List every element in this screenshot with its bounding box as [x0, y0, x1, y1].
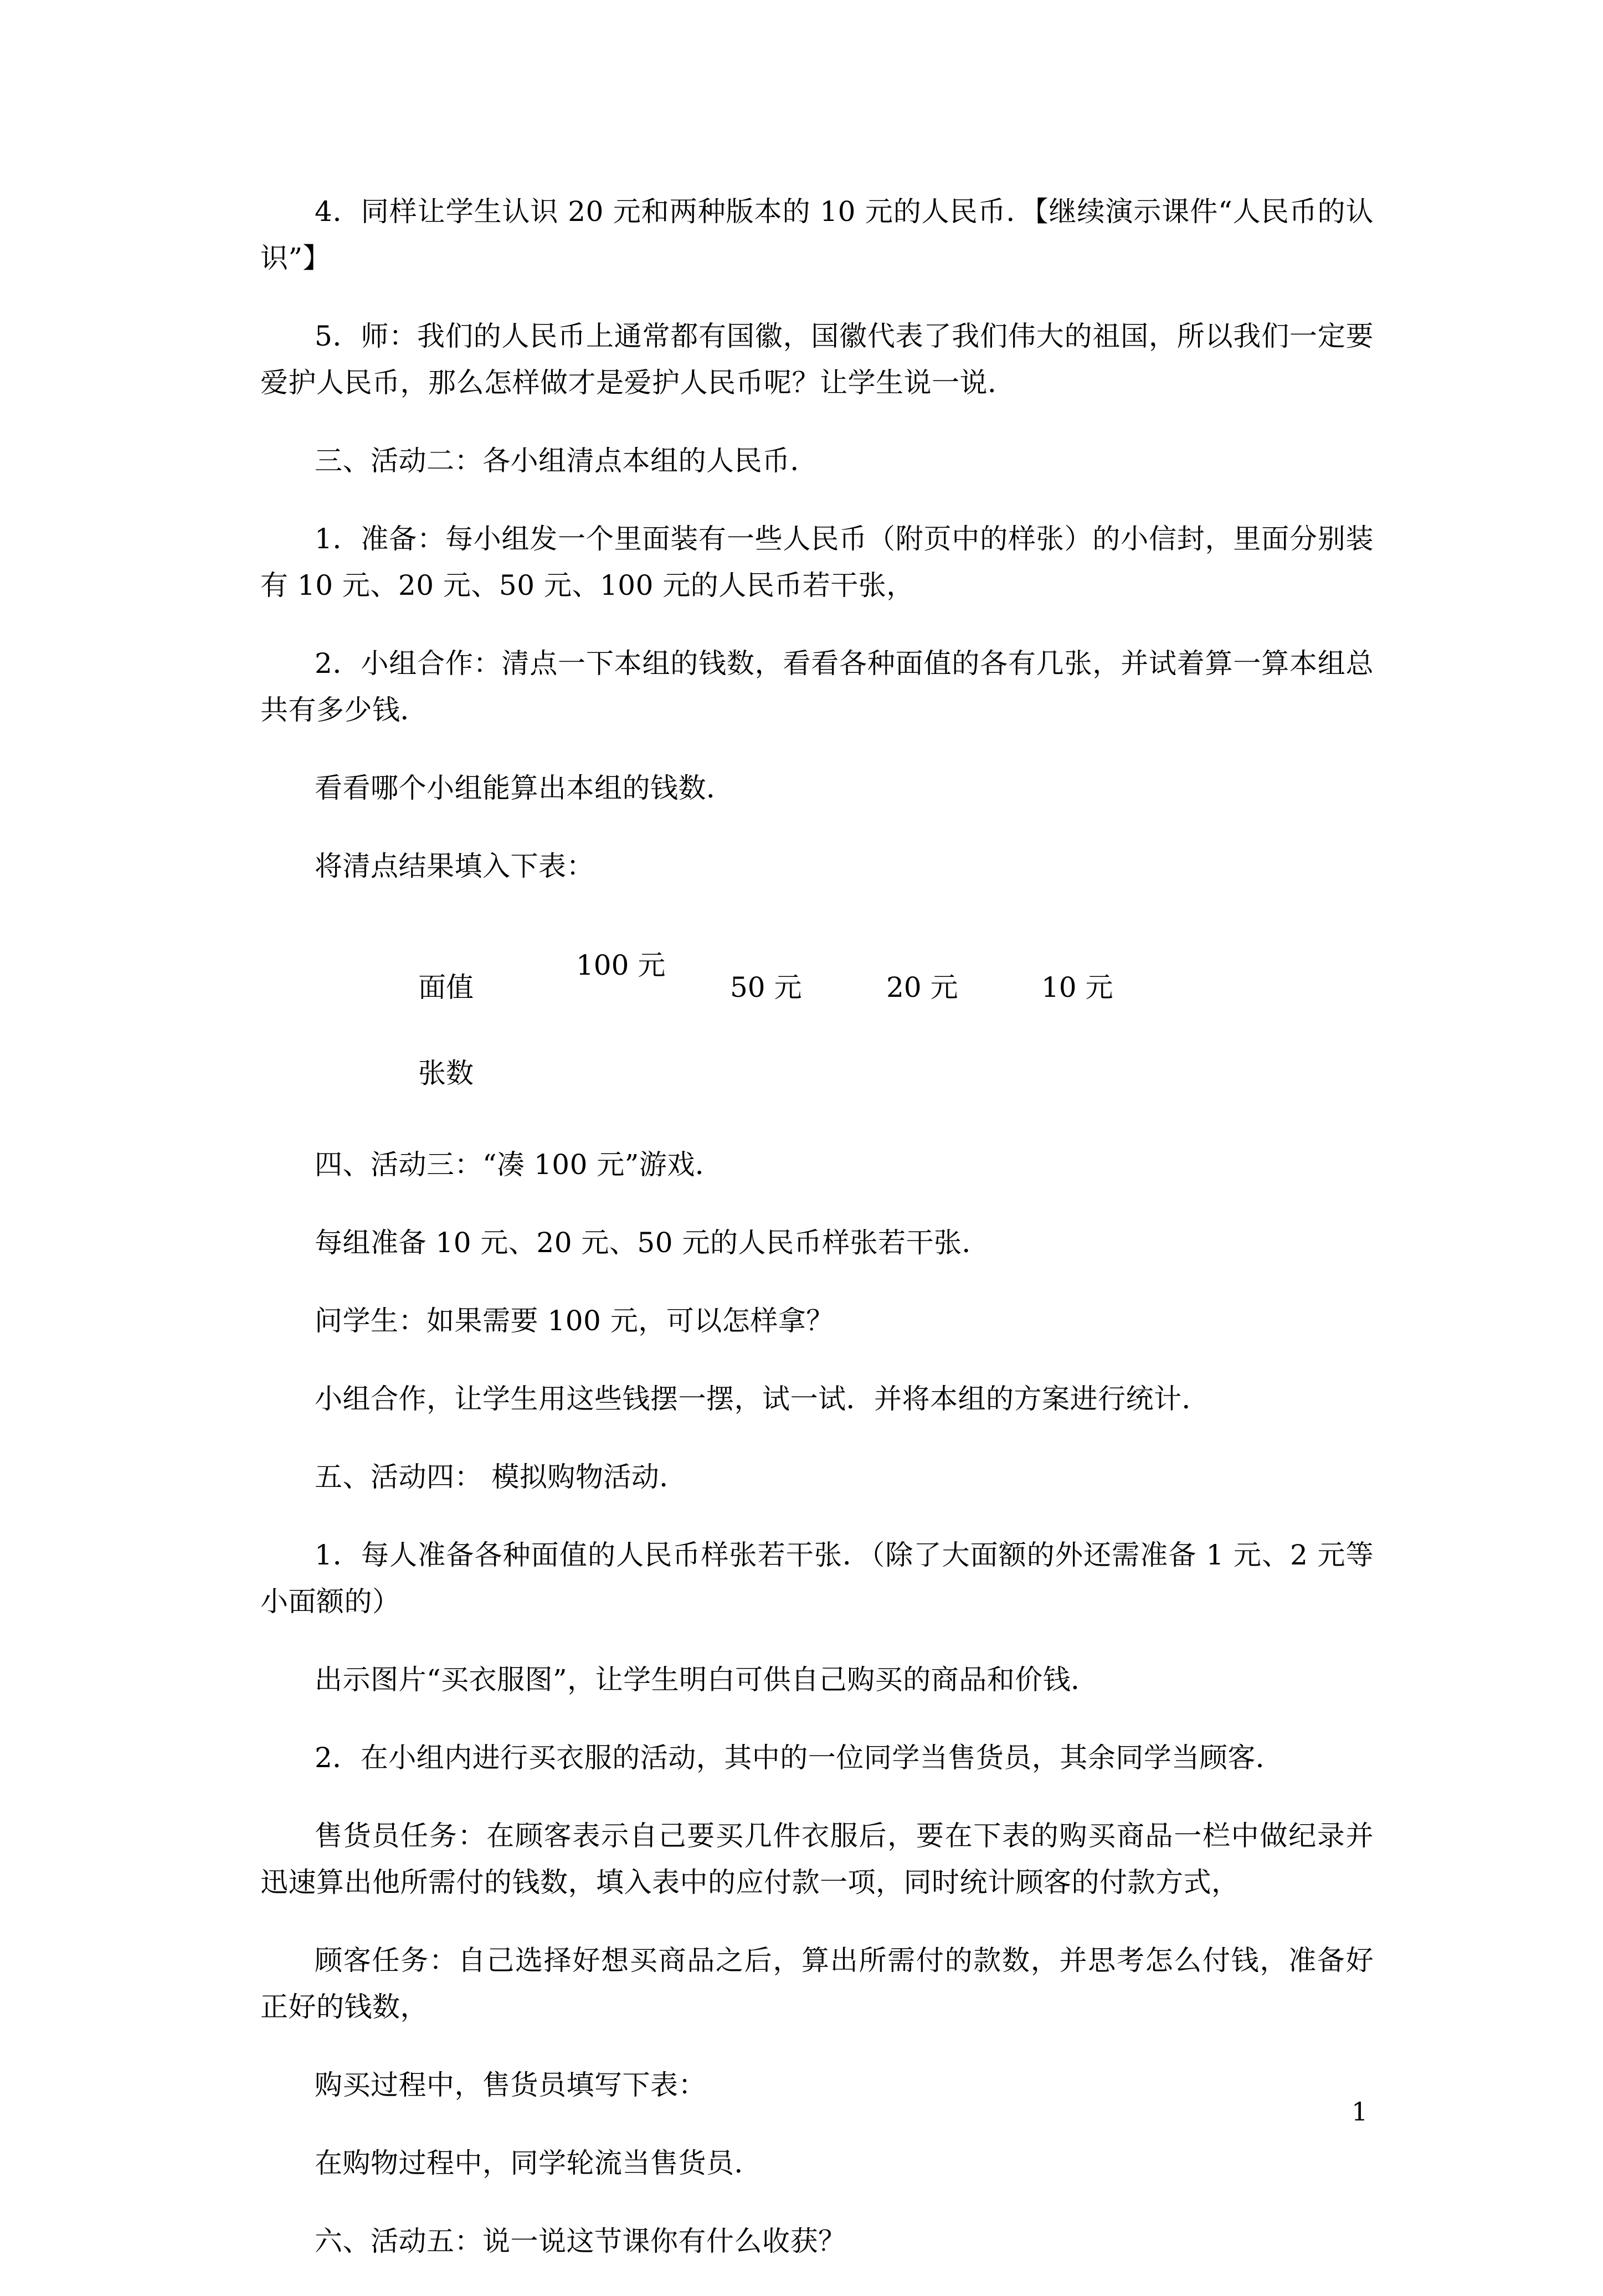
paragraph-show-picture: 出示图片“买衣服图”，让学生明白可供自己购买的商品和价钱．: [315, 1664, 1099, 1696]
paragraph-shopping-activity: 2．在小组内进行买衣服的活动，其中的一位同学当售货员，其余同学当顾客．: [315, 1742, 1284, 1774]
document-body: [260, 188, 1374, 2296]
paragraph-group-try: 小组合作，让学生用这些钱摆一摆，试一试．并将本组的方案进行统计．: [315, 1383, 1210, 1415]
paragraph-each-prepare-notes: 1．每人准备各种面值的人民币样张若干张．（除了大面额的外还需准备 1 元、2 元等小面额的）: [260, 1539, 1374, 1618]
paragraph-group-cooperation: 2．小组合作：清点一下本组的钱数，看看各种面值的各有几张，并试着算一算本组总共有多少钱．: [260, 647, 1374, 726]
paragraph-item-5: 5．师：我们的人民币上通常都有国徽，国徽代表了我们伟大的祖国，所以我们一定要爱护人民币，那么怎样做才是爱护人民币呢？让学生说一说．: [260, 320, 1374, 399]
section-heading-activity-4: 五、活动四： 模拟购物活动．: [315, 1461, 687, 1493]
section-heading-activity-5: 六、活动五：说一说这节课你有什么收获？: [315, 2225, 846, 2257]
paragraph-item-4: 4．同样让学生认识 20 元和两种版本的 10 元的人民币．【继续演示课件“人民币的认识”】: [260, 195, 1374, 274]
paragraph-fill-form: 购买过程中，售货员填写下表：: [315, 2069, 706, 2101]
section-heading-activity-3: 四、活动三：“凑 100 元”游戏．: [315, 1149, 723, 1181]
paragraph-ask-students: 问学生：如果需要 100 元，可以怎样拿？: [315, 1305, 834, 1337]
paragraph-each-group-prepare: 每组准备 10 元、20 元、50 元的人民币样张若干张．: [315, 1227, 990, 1259]
paragraph-see-which-group: 看看哪个小组能算出本组的钱数．: [315, 772, 734, 804]
page-number: 1: [1352, 2097, 1368, 2127]
section-heading-activity-2: 三、活动二：各小组清点本组的人民币．: [315, 445, 818, 477]
paragraph-take-turns: 在购物过程中，同学轮流当售货员．: [315, 2147, 762, 2179]
table-header-20-yuan: 20 元: [886, 971, 958, 1003]
denomination-table: [260, 921, 1374, 1126]
table-header-50-yuan: 50 元: [730, 971, 802, 1003]
paragraph-fill-table: 将清点结果填入下表：: [315, 850, 594, 882]
table-header-100-yuan: 100 元: [576, 949, 666, 981]
paragraph-salesperson-task: 售货员任务：在顾客表示自己要买几件衣服后，要在下表的购买商品一栏中做纪录并迅速算出他所需付的钱数，填入表中的应付款一项，同时统计顾客的付款方式，: [260, 1820, 1374, 1898]
paragraph-prepare: 1．准备：每小组发一个里面装有一些人民币（附页中的样张）的小信封，里面分别装有 10 元、20 元、50 元、100 元的人民币若干张，: [260, 523, 1374, 601]
table-row-label-count: 张数: [418, 1057, 474, 1089]
table-row-label-denomination: 面值: [418, 971, 474, 1003]
table-header-10-yuan: 10 元: [1041, 971, 1113, 1003]
paragraph-customer-task: 顾客任务：自己选择好想买商品之后，算出所需付的款数，并思考怎么付钱，准备好正好的钱数，: [260, 1944, 1374, 2023]
